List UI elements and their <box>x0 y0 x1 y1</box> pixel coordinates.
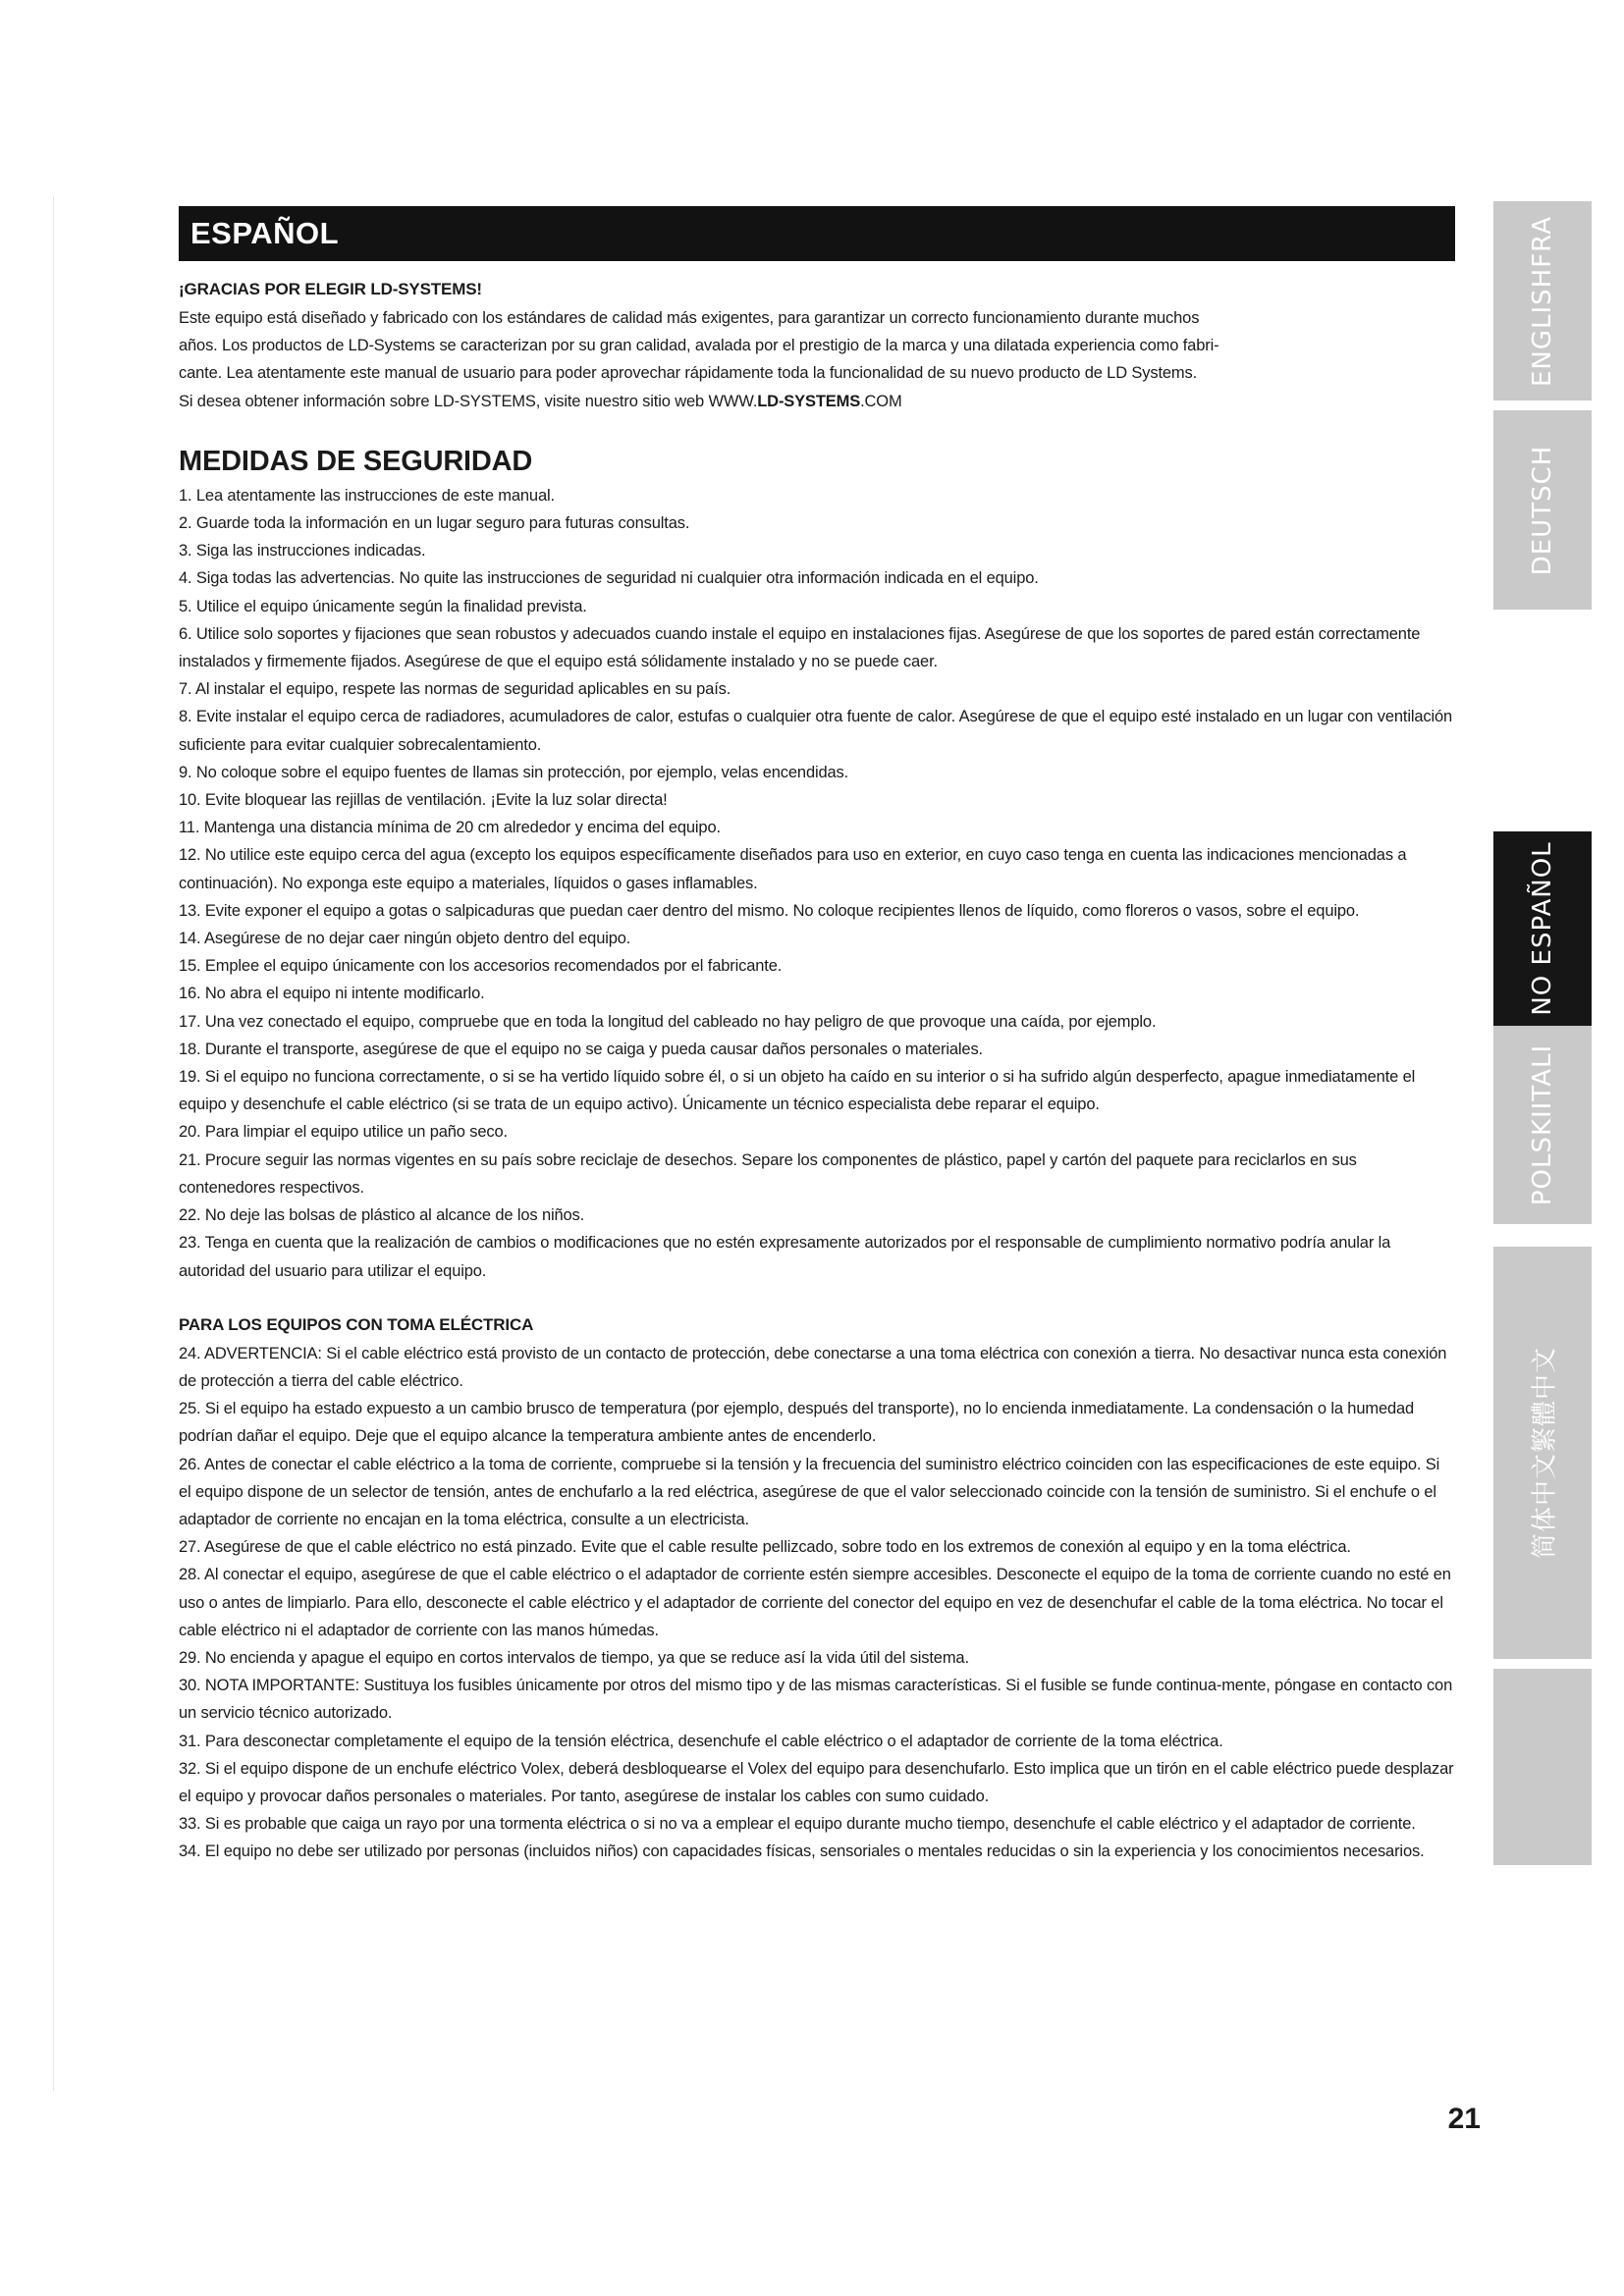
safety-item: 14. Asegúrese de no dejar caer ningún objeto dentro del equipo. <box>179 930 631 948</box>
language-tab-label: ENGLISHFRA <box>1528 215 1557 387</box>
safety-item: 9. No coloque sobre el equipo fuentes de llamas sin protección, por ejemplo, velas encendidas. <box>179 763 849 781</box>
safety-item: 6. Utilice solo soportes y fijaciones que sean robustos y adecuados cuando instale el equipo en instalaciones fijas. Asegúrese de que los soportes de pared están correctamente instalados y firmemente fijados. Asegúrese de que el equipo está sólidamente instalado y no se puede caer. <box>179 624 1421 671</box>
electrical-item: 33. Si es probable que caiga un rayo por una tormenta eléctrica o si no va a emplear el equipo durante mucho tiempo, desenchufe el cable eléctrico y el adaptador de corriente. <box>179 1815 1416 1834</box>
language-tab-deutsch[interactable] <box>1493 410 1592 610</box>
electrical-item: 24. ADVERTENCIA: Si el cable eléctrico está provisto de un contacto de protección, debe conectarse a una toma eléctrica con conexión a tierra. No desactivar nunca esta conexión de protección a tierra del cable eléctrico. <box>179 1344 1447 1390</box>
website-brand: LD-SYSTEMS <box>757 392 861 410</box>
safety-item: 2. Guarde toda la información en un lugar seguro para futuras consultas. <box>179 514 690 533</box>
safety-item: 13. Evite exponer el equipo a gotas o salpicaduras que puedan caer dentro del mismo. No coloque recipientes llenos de líquido, como floreros o vasos, sobre el equipo. <box>179 901 1360 920</box>
electrical-item: 26. Antes de conectar el cable eléctrico a la toma de corriente, compruebe si la tensión y la frecuencia del suministro eléctrico coinciden con las especificaciones de este equipo. Si el equipo dispone de un selector de tensión, antes de enchufarlo a la red eléctrica, asegúrese de que el valor seleccionado coincide con la tensión de suministro. Si el enchufe o el adaptador de corriente no encajan en la toma eléctrica, consulte a un electricista. <box>179 1455 1440 1528</box>
language-tab-label: POLSKIITALI <box>1528 1043 1557 1206</box>
safety-list <box>179 482 1455 1285</box>
language-tab-polski-italiano[interactable] <box>1493 1026 1592 1224</box>
electrical-item: 29. No encienda y apague el equipo en cortos intervalos de tiempo, ya que se reduce así la vida útil del sistema. <box>179 1648 969 1667</box>
safety-item: 3. Siga las instrucciones indicadas. <box>179 542 426 561</box>
electrical-item: 27. Asegúrese de que el cable eléctrico no está pinzado. Evite que el cable resulte pellizcado, sobre todo en los extremos de conexión al equipo y en la toma eléctrica. <box>179 1538 1351 1557</box>
safety-item: 1. Lea atentamente las instrucciones de este manual. <box>179 486 555 505</box>
electrical-item: 25. Si el equipo ha estado expuesto a un cambio brusco de temperatura (por ejemplo, después del transporte), no lo encienda inmediatamente. La condensación o la humedad podrían dañar el equipo. Deje que el equipo alcance la temperatura ambiente antes de encenderlo. <box>179 1400 1415 1446</box>
safety-item: 8. Evite instalar el equipo cerca de radiadores, acumuladores de calor, estufas o cualquier otra fuente de calor. Asegúrese de que el equipo esté instalado en un lugar con ventilación suficiente para evitar cualquier sobrecalentamiento. <box>179 708 1453 754</box>
safety-item: 15. Emplee el equipo únicamente con los accesorios recomendados por el fabricante. <box>179 957 783 976</box>
safety-item: 20. Para limpiar el equipo utilice un paño seco. <box>179 1123 508 1142</box>
website-suffix: .COM <box>860 392 902 410</box>
language-tab-label: NO ESPAÑOL <box>1528 841 1557 1016</box>
intro-text <box>179 304 1455 415</box>
intro-title: ¡GRACIAS POR ELEGIR LD-SYSTEMS! <box>179 280 482 298</box>
electrical-list <box>179 1340 1455 1866</box>
intro-line: cante. Lea atentamente este manual de usuario para poder aprovechar rápidamente toda la funcionalidad de su nuevo producto de LD Systems. <box>179 364 1198 383</box>
safety-item: 19. Si el equipo no funciona correctamente, o si se ha vertido líquido sobre él, o si un objeto ha caído en su interior o si ha sufrido algún desperfecto, apague inmediatamente el equipo y desenchufe el cable eléctrico (si se trata de un equipo activo). Únicamente un técnico especialista debe reparar el equipo. <box>179 1068 1416 1114</box>
language-tab-blank[interactable] <box>1493 1669 1592 1865</box>
website-prefix: Si desea obtener información sobre LD-SYSTEMS, visite nuestro sitio web WWW. <box>179 392 758 410</box>
margin-rule <box>53 196 54 2091</box>
safety-item: 17. Una vez conectado el equipo, compruebe que en toda la longitud del cableado no hay peligro de que provoque una caída, por ejemplo. <box>179 1012 1157 1031</box>
language-tab-chinese[interactable] <box>1493 1247 1592 1659</box>
safety-title: MEDIDAS DE SEGURIDAD <box>179 445 533 477</box>
safety-item: 5. Utilice el equipo únicamente según la finalidad prevista. <box>179 597 587 615</box>
electrical-title: PARA LOS EQUIPOS CON TOMA ELÉCTRICA <box>179 1314 534 1334</box>
intro-line: Este equipo está diseñado y fabricado con los estándares de calidad más exigentes, para garantizar un correcto funcionamiento durante muchos <box>179 309 1200 327</box>
safety-item: 11. Mantenga una distancia mínima de 20 cm alrededor y encima del equipo. <box>179 819 721 837</box>
safety-item: 7. Al instalar el equipo, respete las normas de seguridad aplicables en su país. <box>179 680 731 699</box>
manual-content <box>179 275 1455 1866</box>
intro-website-line <box>179 388 1455 415</box>
electrical-item: 34. El equipo no debe ser utilizado por personas (incluidos niños) con capacidades físicas, sensoriales o mentales reducidas o sin la experiencia y los conocimientos necesarios. <box>179 1842 1425 1861</box>
electrical-item: 28. Al conectar el equipo, asegúrese de que el cable eléctrico o el adaptador de corriente estén siempre accesibles. Desconecte el equipo de la toma de corriente cuando no esté en uso o antes de limpiarlo. Para ello, desconecte el cable eléctrico y el adaptador de corriente del conector del equipo en vez de desenchufar el cable de la toma eléctrica. No tocar el cable eléctrico ni el adaptador de corriente con las manos húmedas. <box>179 1566 1451 1639</box>
language-tab-english-francais[interactable] <box>1493 201 1592 400</box>
language-tab-label: DEUTSCH <box>1528 445 1557 575</box>
intro-line: años. Los productos de LD-Systems se caracterizan por su gran calidad, avalada por el prestigio de la marca y una dilatada experiencia como fabri- <box>179 337 1219 355</box>
safety-item: 23. Tenga en cuenta que la realización de cambios o modificaciones que no estén expresamente autorizados por el responsable de cumplimiento normativo podría anular la autoridad del usuario para utilizar el equipo. <box>179 1234 1391 1280</box>
safety-item: 22. No deje las bolsas de plástico al alcance de los niños. <box>179 1206 585 1225</box>
safety-item: 18. Durante el transporte, asegúrese de que el equipo no se caiga y pueda causar daños personales o materiales. <box>179 1040 983 1058</box>
language-tab-label: 简体中文繁體中文 <box>1530 1346 1560 1560</box>
page-number: 21 <box>1447 2103 1481 2135</box>
electrical-item: 30. NOTA IMPORTANTE: Sustituya los fusibles únicamente por otros del mismo tipo y de las mismas características. Si el fusible se funde continua-mente, póngase en contacto con un servicio técnico autorizado. <box>179 1677 1453 1723</box>
language-tab-espanol[interactable] <box>1493 831 1592 1026</box>
electrical-item: 31. Para desconectar completamente el equipo de la tensión eléctrica, desenchufe el cable eléctrico o el adaptador de corriente de la toma eléctrica. <box>179 1732 1223 1750</box>
safety-item: 12. No utilice este equipo cerca del agua (excepto los equipos específicamente diseñados para uso en exterior, en cuyo caso tenga en cuenta las indicaciones mencionadas a continuación). No exponga este equipo a materiales, líquidos o gases inflamables. <box>179 846 1407 892</box>
language-header-title: ESPAÑOL <box>190 216 340 250</box>
safety-item: 10. Evite bloquear las rejillas de ventilación. ¡Evite la luz solar directa! <box>179 791 668 810</box>
electrical-item: 32. Si el equipo dispone de un enchufe eléctrico Volex, deberá desbloquearse el Volex del equipo para desenchufarlo. Esto implica que un tirón en el cable eléctrico puede desplazar el equipo y provocar daños personales o materiales. Por tanto, asegúrese de instalar los cables con sumo cuidado. <box>179 1759 1454 1805</box>
language-header-bar <box>179 206 1455 261</box>
safety-item: 16. No abra el equipo ni intente modificarlo. <box>179 985 485 1003</box>
safety-item: 21. Procure seguir las normas vigentes en su país sobre reciclaje de desechos. Separe los componentes de plástico, papel y cartón del paquete para reciclarlos en sus contenedores respectivos. <box>179 1150 1357 1197</box>
safety-item: 4. Siga todas las advertencias. No quite las instrucciones de seguridad ni cualquier otra información indicada en el equipo. <box>179 569 1039 588</box>
